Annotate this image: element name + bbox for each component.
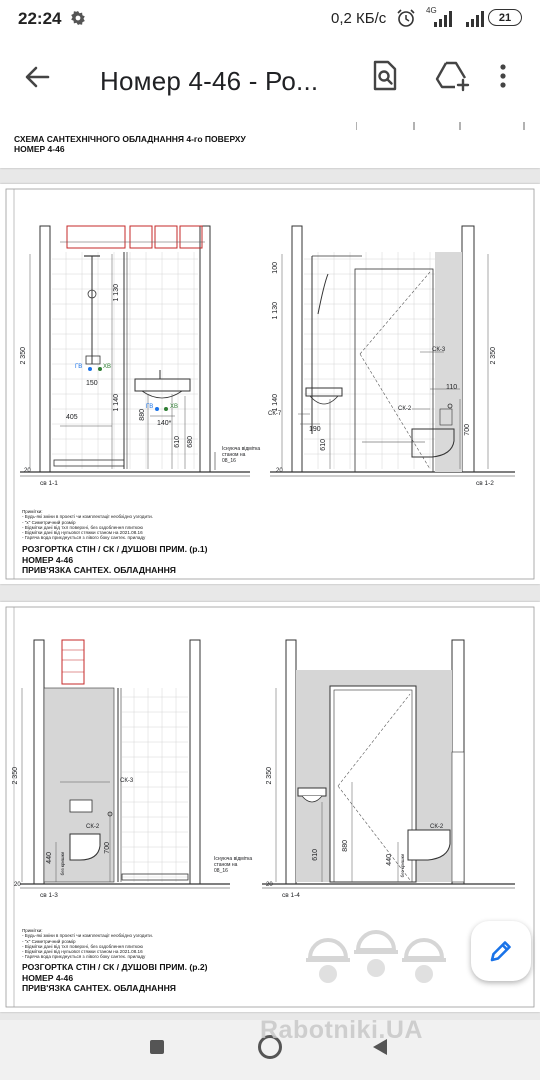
dimension-label: 140* [157, 420, 172, 427]
dimension-label: 440 [46, 852, 53, 864]
document-page-2 [0, 184, 540, 584]
level-note [222, 446, 260, 464]
small-note: без кришки [60, 852, 65, 876]
dimension-label: 680 [187, 436, 194, 448]
dimension-label: 1 140 [113, 394, 120, 412]
edit-fab-button[interactable] [471, 921, 531, 981]
dimension-label: 610 [174, 436, 181, 448]
section-label: св 1-4 [282, 892, 300, 899]
notes-block [22, 509, 153, 541]
dimension-label: 190 [309, 426, 321, 433]
dimension-label: 610 [320, 439, 327, 451]
dimension-label: 2 350 [12, 767, 19, 785]
note-line: Примітки: [22, 928, 43, 933]
note-line: - Будь-які зміни в проекті чи комплектації необхідно узгодити. [22, 514, 153, 520]
dimension-label: 20 [266, 882, 273, 888]
equipment-label: СК-2 [86, 824, 100, 830]
pipe-label: ГВ [146, 404, 154, 410]
dimension-label: 110 [446, 384, 458, 391]
dimension-label: 20 [24, 468, 31, 474]
dimension-label: 880 [139, 409, 146, 421]
note-line: - "х" Симетричний розмір [22, 938, 76, 944]
recents-square-icon[interactable] [150, 1040, 164, 1054]
sheet-title-line: ПРИВ'ЯЗКА САНТЕХ. ОБЛАДНАННЯ [22, 565, 176, 575]
dimension-label: 2 350 [490, 347, 497, 365]
header-line: СХЕМА САНТЕХНІЧНОГО ОБЛАДНАННЯ 4-го ПОВЕРХУ [14, 134, 246, 144]
alarm-icon [396, 8, 416, 33]
dimension-label: 2 350 [20, 347, 27, 365]
equipment-label: СК-3 [120, 778, 134, 784]
crop-marks [356, 122, 526, 132]
pencil-icon [488, 938, 514, 969]
pipe-label: ХВ [170, 404, 179, 410]
equipment-label: СК-2 [398, 406, 412, 412]
page-header [14, 134, 246, 154]
sheet-title [22, 962, 207, 994]
level-note-line: 08_16 [214, 868, 228, 874]
app-bar [0, 38, 540, 120]
document-page-1 [0, 120, 540, 168]
notes-block [22, 928, 153, 960]
dimension-label: 405 [66, 414, 78, 421]
level-note-line: Існуюча відмітка [214, 856, 253, 862]
dimension-label: 440 [386, 854, 393, 866]
level-note-line: Існуюча відмітка [222, 446, 261, 452]
elevation-wc-right [262, 640, 515, 888]
level-note-line: станом на [222, 452, 246, 458]
signal-strength-icon [433, 11, 455, 32]
section-label: св 1-1 [40, 480, 58, 487]
dimension-label: 610 [312, 849, 319, 861]
equipment-label: СК-2 [430, 824, 444, 830]
sheet-title [22, 544, 207, 576]
status-bar [0, 0, 540, 38]
note-line: - Гаряча вода приєднується з лівого боку сантех. приладу [22, 535, 146, 541]
arrow-left-icon[interactable] [22, 62, 52, 97]
dimension-label: 700 [464, 424, 471, 436]
level-note-line: станом на [214, 862, 238, 868]
dimension-label: 150 [86, 380, 98, 387]
signal-strength-icon [465, 11, 485, 32]
note-line: Примітки: [22, 509, 43, 514]
sheet-title-line: НОМЕР 4-46 [22, 972, 74, 983]
settings-gear-icon [70, 10, 86, 31]
elevation-shower-left [20, 226, 250, 476]
dimension-label: 2 350 [266, 767, 273, 785]
small-note: без кришки [400, 854, 405, 878]
elevation-shower-right [270, 226, 515, 476]
battery-level: 21 [488, 9, 522, 26]
sheet-title-line: ПРИВ'ЯЗКА САНТЕХ. ОБЛАДНАННЯ [22, 983, 176, 993]
watermark-text: Rabotniki.UA [260, 1016, 423, 1044]
status-time: 22:24 [18, 9, 62, 28]
equipment-label: СК-3 [432, 347, 446, 353]
section-label: св 1-2 [476, 480, 494, 487]
dimension-label: 1 140 [272, 394, 279, 412]
dimension-label: 1 130 [272, 302, 279, 320]
equipment-label: СК-7 [268, 411, 282, 417]
watermark-helmets-icon [300, 918, 460, 988]
note-line: - Відмітки дані від тхл поверхні, без оздоблення плиткою [22, 524, 144, 530]
dimension-label: 100 [272, 262, 279, 274]
dimension-label: 20 [276, 468, 283, 474]
find-in-page-icon[interactable] [370, 60, 400, 97]
pipe-label: ХВ [103, 364, 112, 370]
note-line: - Відмітки дані від нульової стяжки станом на 2021.08.16 [22, 530, 143, 536]
level-note-line: 08_16 [222, 458, 236, 464]
sheet-title-line: РОЗГОРТКА СТІН / СК / ДУШОВІ ПРИМ. (р.1) [22, 544, 208, 554]
dimension-label: 880 [342, 840, 349, 852]
note-line: - Гаряча вода приєднується з лівого боку сантех. приладу [22, 954, 146, 960]
document-title: Номер 4-46 - Ро... [100, 66, 319, 96]
note-line: - Відмітки дані від тхл поверхні, без оздоблення плиткою [22, 943, 144, 949]
sheet-title-line: РОЗГОРТКА СТІН / СК / ДУШОВІ ПРИМ. (р.2) [22, 962, 208, 972]
note-line: - Будь-які зміни в проекті чи комплектації необхідно узгодити. [22, 933, 153, 939]
section-label: св 1-3 [40, 892, 58, 899]
pipe-label: ГВ [75, 364, 83, 370]
sheet-title-line: НОМЕР 4-46 [22, 554, 74, 565]
add-to-drive-icon[interactable] [435, 60, 471, 97]
note-line: - "х" Симетричний розмір [22, 519, 76, 525]
dimension-label: 20 [14, 882, 21, 888]
network-type: 4G [426, 6, 437, 15]
level-note [214, 856, 252, 874]
network-speed: 0,2 КБ/с [331, 10, 387, 27]
more-vert-icon[interactable] [498, 62, 508, 95]
dimension-label: 700 [104, 842, 111, 854]
dimension-label: 1 130 [113, 284, 120, 302]
note-line: - Відмітки дані від нульової стяжки станом на 2021.08.16 [22, 949, 143, 955]
document-viewer[interactable] [0, 120, 540, 1020]
header-line: НОМЕР 4-46 [14, 144, 65, 154]
